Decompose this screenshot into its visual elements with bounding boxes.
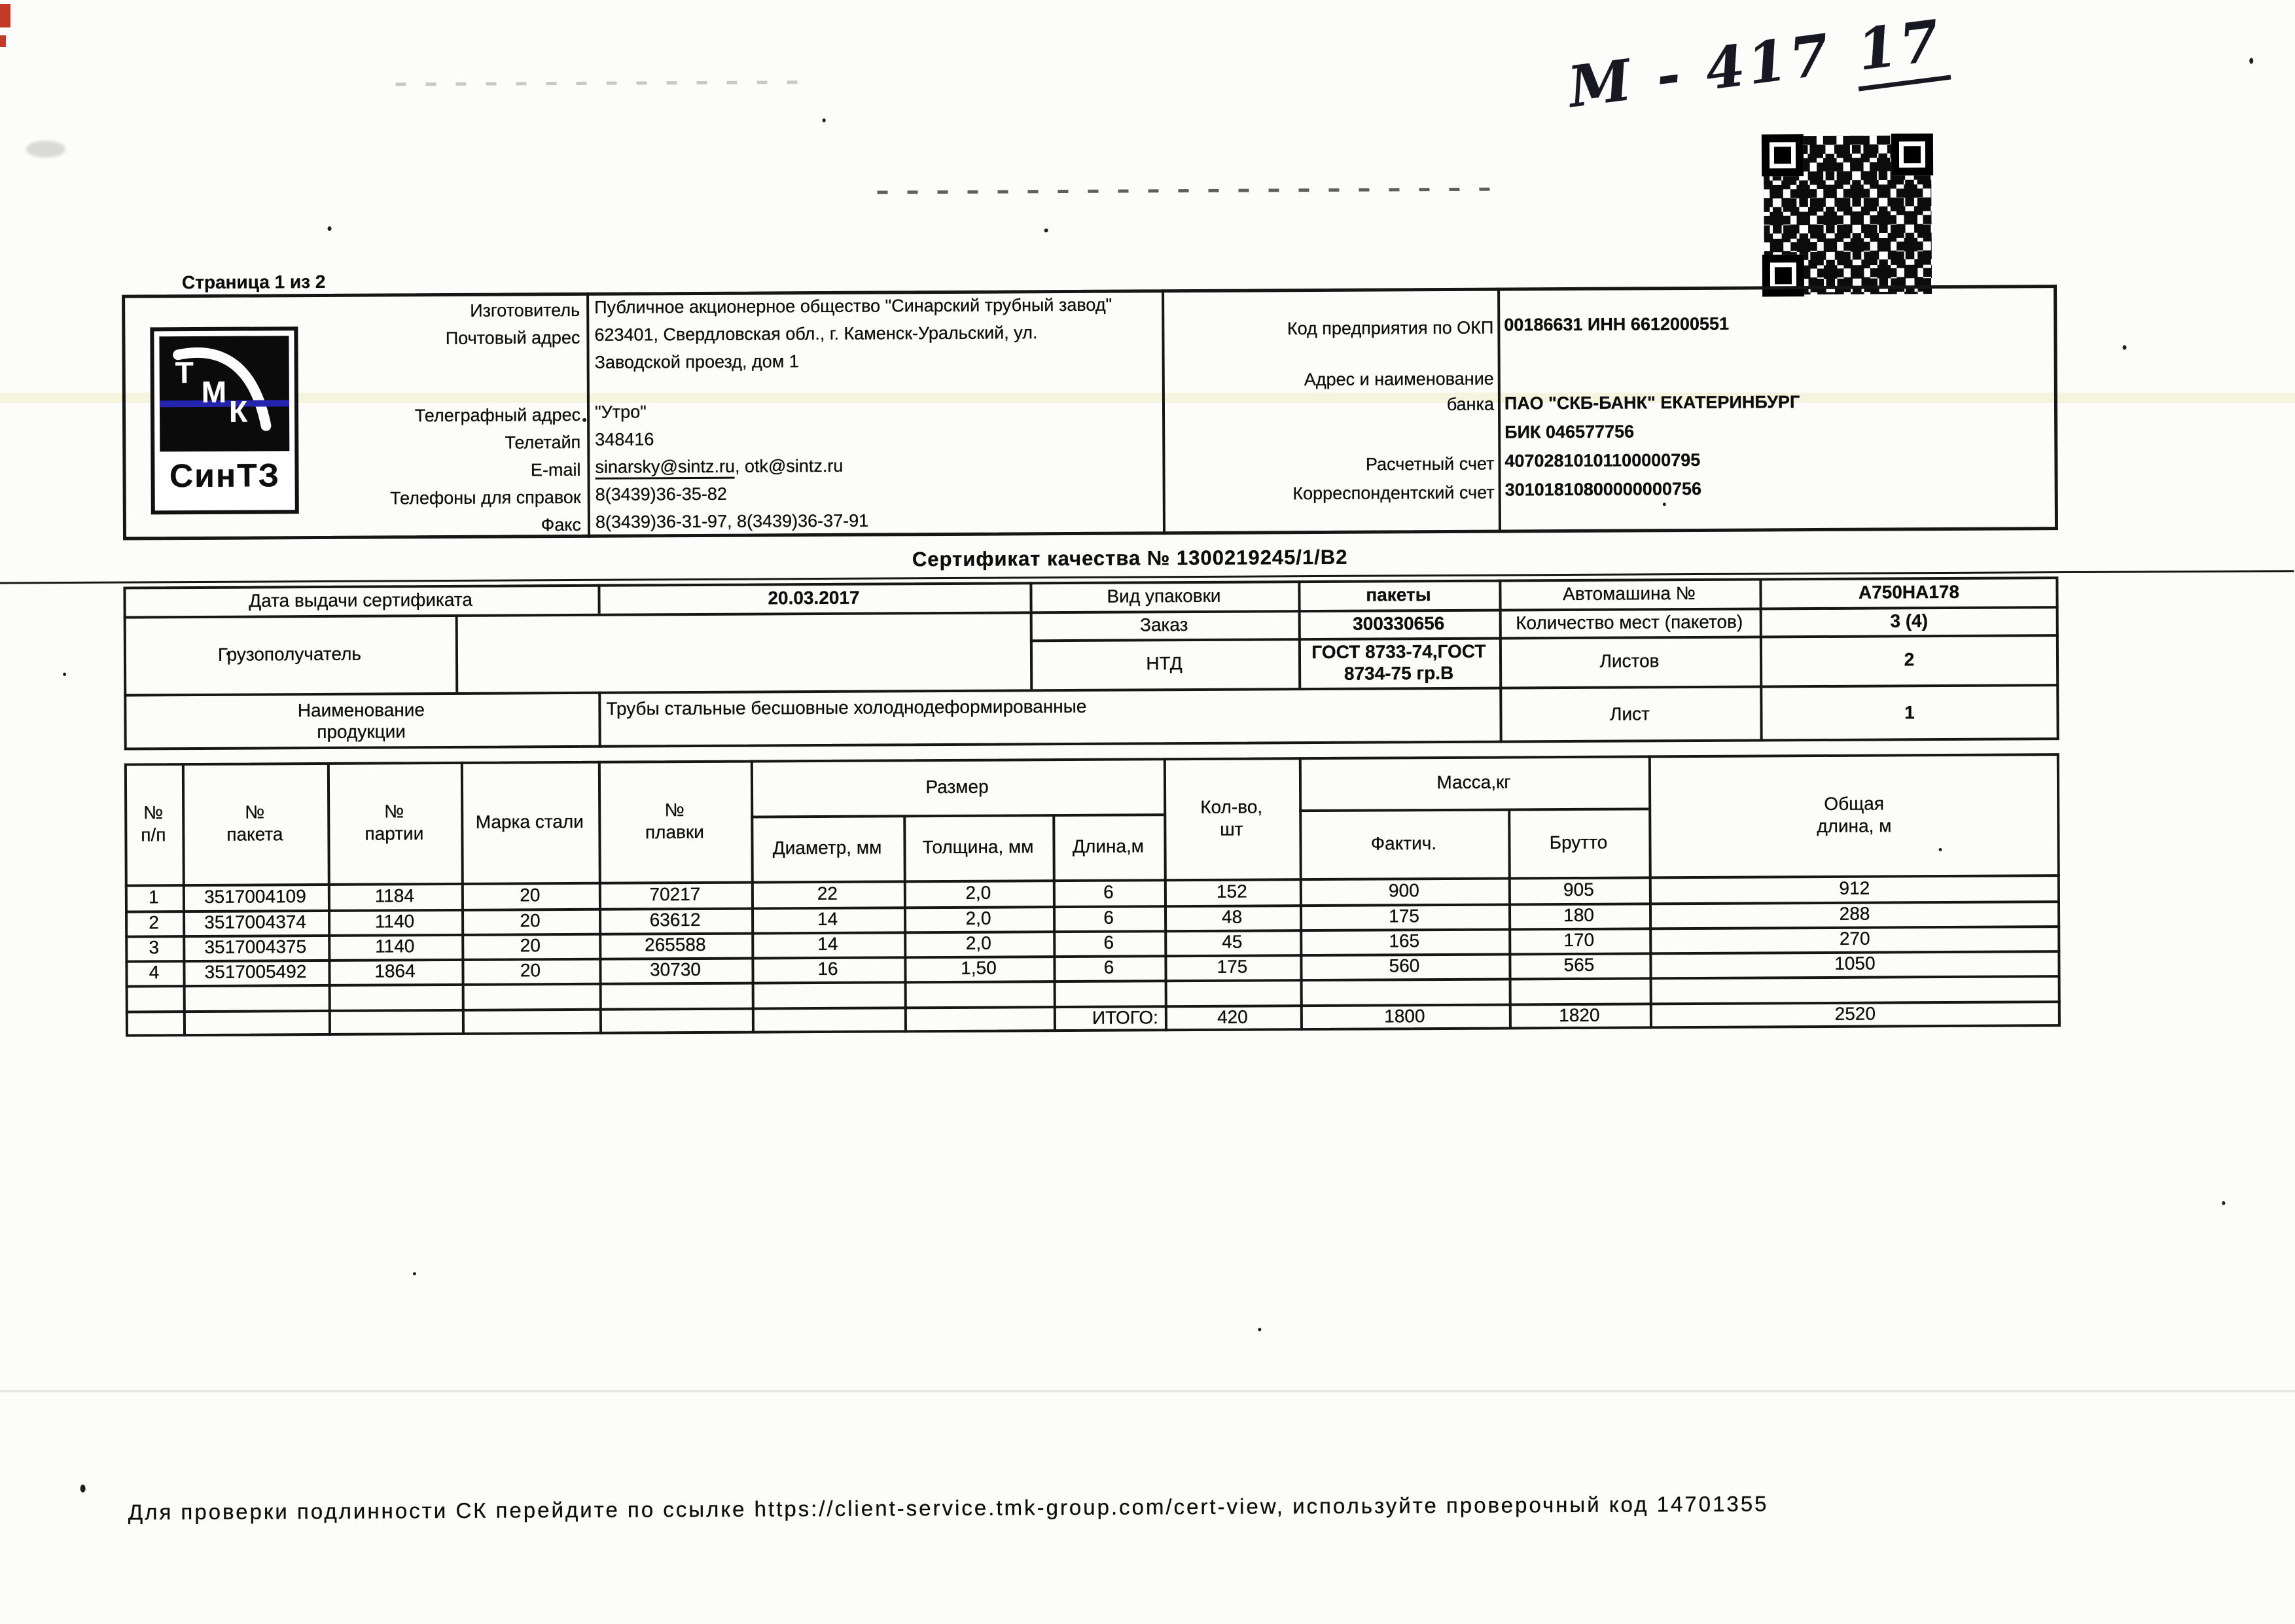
scan-dot	[1044, 228, 1048, 232]
table-cell: 20	[520, 885, 541, 906]
table-cell: 6	[1103, 932, 1114, 953]
truck-value: А750НА178	[1858, 581, 1960, 603]
table-cell: 270	[1839, 928, 1870, 949]
col-header-length: Длина,м	[1072, 836, 1145, 857]
table-cell: 16	[817, 959, 838, 980]
table-cell: 63612	[649, 909, 701, 930]
col-header-thickness: Толщина, мм	[922, 836, 1034, 858]
issue-date-label: Дата выдачи сертификата	[249, 589, 472, 611]
okp-label: Код предприятия по ОКП	[1287, 317, 1494, 339]
scan-dot	[1258, 1328, 1261, 1331]
col-header-size-group: Размер	[925, 776, 989, 798]
issue-date-value: 20.03.2017	[768, 587, 860, 609]
table-cell: 2,0	[965, 908, 991, 929]
table-cell: 1,50	[961, 958, 997, 979]
table-cell: 3517004374	[204, 911, 307, 933]
logo-caption: СинТЗ	[169, 457, 281, 495]
table-cell: 1184	[374, 885, 415, 907]
table-cell: 152	[1216, 881, 1247, 902]
consignee-label: Грузополучатель	[217, 643, 362, 665]
email-secondary: , otk@sintz.ru	[734, 455, 844, 476]
scan-dot	[80, 1485, 86, 1492]
table-cell: 175	[1217, 957, 1248, 978]
email-label: E-mail	[530, 459, 581, 480]
col-header-num: № п/п	[141, 802, 166, 845]
fax-value: 8(3439)36-31-97, 8(3439)36-37-91	[595, 510, 869, 532]
page-number-label: Страница 1 из 2	[181, 271, 326, 293]
col-header-quantity: Кол-во, шт	[1200, 796, 1263, 839]
product-name-label: Наименование продукции	[297, 699, 425, 743]
product-name-value: Трубы стальные бесшовные холоднодеформированные	[606, 696, 1087, 719]
table-cell: 1	[149, 887, 159, 908]
scan-dot	[328, 226, 332, 231]
sheet-number-label: Лист	[1609, 703, 1650, 725]
bank-name-value: ПАО "СКБ-БАНК" ЕКАТЕРИНБУРГ	[1504, 392, 1800, 414]
table-cell: 48	[1221, 907, 1243, 928]
verification-footer: Для проверки подлинности СК перейдите по ссылке https://client-service.tmk-group.com/cert-view, используйте проверочный код 14701355	[128, 1491, 1769, 1525]
table-cell: 3517004109	[204, 886, 306, 908]
table-cell: 2	[149, 912, 159, 933]
table-cell: 6	[1103, 882, 1114, 903]
packaging-value: пакеты	[1366, 584, 1431, 605]
handwritten-mark-text: М - 417	[1565, 21, 1836, 121]
table-cell: 14	[817, 909, 838, 930]
totals-gross-mass: 1820	[1559, 1005, 1600, 1026]
phones-label: Телефоны для справок	[390, 487, 581, 508]
phones-value: 8(3439)36-35-82	[595, 484, 727, 504]
order-label: Заказ	[1139, 614, 1188, 635]
table-cell: 20	[520, 960, 541, 981]
teletype-value: 348416	[595, 429, 654, 450]
certificate-title: Сертификат качества № 1300219245/1/В2	[912, 545, 1348, 571]
maker-label: Изготовитель	[470, 300, 580, 321]
handwritten-mark	[1565, 0, 2092, 120]
scan-dot	[63, 673, 66, 676]
table-cell: 905	[1563, 879, 1594, 900]
table-cell: 3	[149, 937, 160, 958]
scan-artifact-dashes	[395, 80, 814, 86]
correspondent-account-value: 30101810800000000756	[1504, 478, 1702, 500]
email-value	[595, 456, 843, 478]
table-cell: 565	[1563, 955, 1595, 976]
sheets-total-value: 2	[1904, 649, 1915, 670]
truck-label: Автомашина №	[1563, 582, 1696, 605]
table-cell: 4	[149, 962, 160, 983]
table-cell: 30730	[649, 959, 702, 980]
table-cell: 288	[1839, 904, 1870, 925]
bank-address-label: Адрес и наименование банка	[1304, 368, 1495, 415]
col-header-heat: № плавки	[645, 800, 704, 842]
places-value: 3 (4)	[1890, 610, 1929, 631]
table-cell: 900	[1388, 880, 1419, 901]
scan-dot	[2249, 58, 2253, 64]
order-value: 300330656	[1353, 612, 1445, 634]
email-primary: sinarsky@sintz.ru	[595, 457, 735, 480]
qr-code	[1762, 133, 1934, 296]
scan-dot	[2222, 1201, 2225, 1205]
scan-dot	[413, 1272, 416, 1275]
col-header-mass-group: Масса,кг	[1436, 771, 1511, 793]
sheet-number-value: 1	[1904, 702, 1915, 723]
col-header-package: № пакета	[226, 802, 283, 845]
consignee-value	[455, 611, 1031, 692]
table-cell: 1140	[374, 911, 415, 932]
sheets-total-label: Листов	[1599, 650, 1660, 672]
totals-actual-mass: 1800	[1384, 1006, 1425, 1027]
col-header-actual-mass: Фактич.	[1370, 833, 1437, 854]
handwritten-mark-tail: 17	[1850, 7, 1951, 91]
totals-length: 2520	[1834, 1004, 1876, 1025]
postal-label: Почтовый адрес	[445, 327, 580, 348]
correspondent-account-label: Корреспондентский счет	[1292, 482, 1495, 504]
packaging-label: Вид упаковки	[1107, 585, 1221, 607]
ntd-label: НТД	[1146, 653, 1183, 674]
table-cell: 170	[1563, 930, 1595, 951]
scan-artifact-dashes	[877, 188, 1505, 194]
totals-label: ИТОГО:	[1092, 1007, 1158, 1029]
qr-finder-icon	[1891, 133, 1933, 175]
col-header-batch: № партии	[365, 801, 424, 844]
postal-value-line2: Заводской проезд, дом 1	[594, 351, 799, 372]
table-cell: 2,0	[965, 933, 991, 954]
logo-letter-m: М	[201, 374, 227, 409]
table-cell: 165	[1389, 930, 1420, 951]
ntd-value: ГОСТ 8733-74,ГОСТ 8734-75 гр.В	[1311, 641, 1486, 684]
table-cell: 912	[1839, 878, 1870, 899]
table-cell: 6	[1103, 908, 1114, 928]
teletype-label: Телетайп	[505, 432, 581, 453]
settlement-account-label: Расчетный счет	[1365, 453, 1495, 474]
settlement-account-value: 40702810101100000795	[1504, 450, 1701, 471]
col-header-total-length: Общая длина, м	[1817, 793, 1892, 836]
bik-value: БИК 046577756	[1504, 421, 1635, 442]
table-cell: 1140	[375, 936, 415, 957]
scan-dot	[823, 118, 826, 122]
table-cell: 45	[1222, 932, 1243, 953]
logo-letter-t: Т	[175, 355, 194, 390]
table-cell: 265588	[644, 934, 706, 955]
table-cell: 20	[520, 935, 541, 956]
telegraph-label: Телеграфный адрес	[414, 404, 581, 426]
postal-value-line1: 623401, Свердловская обл., г. Каменск-Уральский, ул.	[594, 323, 1038, 345]
table-cell: 1050	[1834, 953, 1876, 974]
table-cell: 2,0	[965, 883, 991, 904]
col-header-gross-mass: Брутто	[1549, 832, 1608, 853]
scan-dot	[2123, 345, 2127, 350]
table-cell: 1864	[374, 961, 416, 982]
table-cell: 180	[1563, 905, 1595, 926]
col-header-steel-grade: Марка стали	[475, 811, 584, 832]
table-cell: 14	[817, 934, 838, 955]
table-cell: 560	[1389, 955, 1420, 976]
telegraph-value: "Утро"	[594, 402, 647, 422]
table-cell: 6	[1103, 957, 1114, 978]
table-cell: 22	[817, 883, 838, 904]
qr-finder-icon	[1762, 134, 1804, 176]
places-label: Количество мест (пакетов)	[1516, 611, 1743, 633]
totals-quantity: 420	[1217, 1007, 1248, 1028]
table-cell: 175	[1389, 906, 1420, 927]
maker-value: Публичное акционерное общество "Синарский трубный завод"	[594, 294, 1112, 317]
logo-letter-k: К	[228, 394, 248, 429]
table-cell: 3517004375	[204, 936, 307, 958]
col-header-diameter: Диаметр, мм	[772, 838, 882, 858]
table-cell: 70217	[649, 884, 701, 905]
table-cell: 20	[520, 910, 541, 931]
okp-value: 00186631 ИНН 6612000551	[1504, 313, 1730, 335]
fax-label: Факс	[541, 514, 582, 535]
table-cell: 3517005492	[204, 961, 307, 983]
